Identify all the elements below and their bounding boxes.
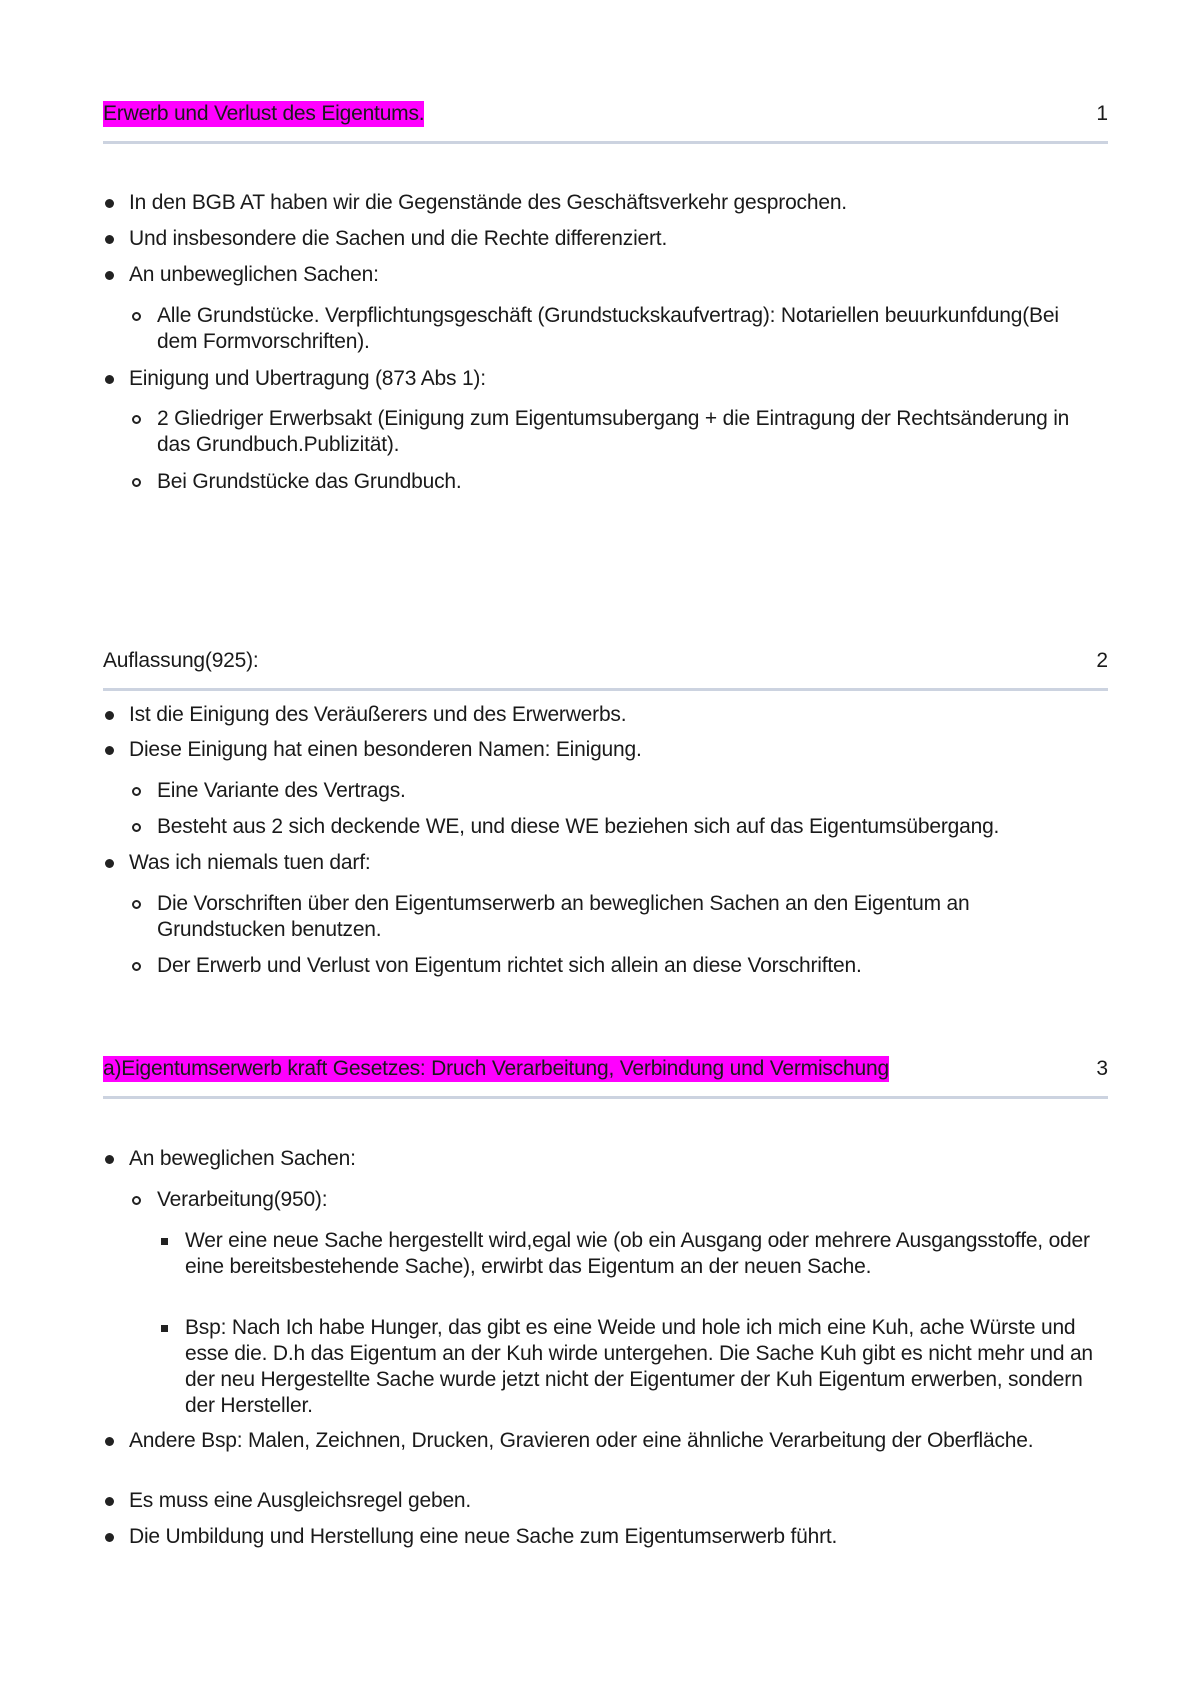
list-item: Bsp: Nach Ich habe Hunger, das gibt es eine Weide und hole ich mich eine Kuh, ache Würste und esse die. D.h das Eigentum an der Kuh wirde untergehen. Die Sache Kuh gibt es nicht mehr und an der neu Hergestellte Sache wurde jetzt nicht der Eigentumer der Kuh Eigentum erwerben, sondern der Hersteller. <box>185 1315 1105 1419</box>
bullet-square-icon <box>161 1325 168 1332</box>
bullet-disc-icon <box>105 375 114 384</box>
section-2-header <box>103 648 1108 691</box>
section-3-header <box>103 1056 1108 1099</box>
list-item: An unbeweglichen Sachen: <box>129 262 1089 288</box>
list-item: Eine Variante des Vertrags. <box>157 778 1087 804</box>
list-item: Die Vorschriften über den Eigentumserwerb an beweglichen Sachen an den Eigentum an Grundstucken benutzen. <box>157 891 1087 943</box>
bullet-circle-icon <box>132 962 141 971</box>
bullet-disc-icon <box>105 271 114 280</box>
list-item: Ist die Einigung des Veräußerers und des Erwerwerbs. <box>129 702 1089 728</box>
bullet-circle-icon <box>132 312 141 321</box>
bullet-square-icon <box>161 1238 168 1245</box>
bullet-disc-icon <box>105 235 114 244</box>
section-3-title: a)Eigentumserwerb kraft Gesetzes: Druch Verarbeitung, Verbindung und Vermischung <box>103 1057 889 1080</box>
section-1-number: 1 <box>1096 102 1108 125</box>
bullet-circle-icon <box>132 478 141 487</box>
bullet-circle-icon <box>132 787 141 796</box>
bullet-disc-icon <box>105 711 114 720</box>
list-item: Die Umbildung und Herstellung eine neue Sache zum Eigentumserwerb führt. <box>129 1524 1089 1550</box>
bullet-circle-icon <box>132 415 141 424</box>
section-2 <box>103 648 1108 977</box>
list-item: Alle Grundstücke. Verpflichtungsgeschäft (Grundstuckskaufvertrag): Notariellen beuurkunfdung(Bei dem Formvorschriften). <box>157 303 1087 355</box>
list-item: Diese Einigung hat einen besonderen Namen: Einigung. <box>129 737 1089 763</box>
list-item: Was ich niemals tuen darf: <box>129 850 1089 876</box>
list-item: An beweglichen Sachen: <box>129 1146 1089 1172</box>
bullet-disc-icon <box>105 1533 114 1542</box>
list-item: Bei Grundstücke das Grundbuch. <box>157 469 1087 495</box>
list-item: 2 Gliedriger Erwerbsakt (Einigung zum Eigentumsubergang + die Eintragung der Rechtsänderung in das Grundbuch.Publizität). <box>157 406 1087 458</box>
section-3-number: 3 <box>1096 1057 1108 1080</box>
bullet-circle-icon <box>132 823 141 832</box>
list-item: In den BGB AT haben wir die Gegenstände des Geschäftsverkehr gesprochen. <box>129 190 1089 216</box>
bullet-disc-icon <box>105 199 114 208</box>
section-1-title: Erwerb und Verlust des Eigentums. <box>103 102 425 125</box>
list-item: Und insbesondere die Sachen und die Rechte differenziert. <box>129 226 1089 252</box>
section-2-number: 2 <box>1096 649 1108 672</box>
bullet-disc-icon <box>105 1497 114 1506</box>
bullet-disc-icon <box>105 746 114 755</box>
bullet-circle-icon <box>132 900 141 909</box>
bullet-disc-icon <box>105 859 114 868</box>
section-1 <box>103 101 1108 493</box>
bullet-disc-icon <box>105 1437 114 1446</box>
list-item: Andere Bsp: Malen, Zeichnen, Drucken, Gravieren oder eine ähnliche Verarbeitung der Oberfläche. <box>129 1428 1089 1454</box>
list-item: Es muss eine Ausgleichsregel geben. <box>129 1488 1089 1514</box>
section-2-title: Auflassung(925): <box>103 649 259 672</box>
list-item: Verarbeitung(950): <box>157 1187 1087 1213</box>
bullet-disc-icon <box>105 1155 114 1164</box>
list-item: Besteht aus 2 sich deckende WE, und diese WE beziehen sich auf das Eigentumsübergang. <box>157 814 1087 840</box>
section-3 <box>103 1056 1108 1548</box>
section-1-header <box>103 101 1108 144</box>
bullet-circle-icon <box>132 1196 141 1205</box>
list-item: Der Erwerb und Verlust von Eigentum richtet sich allein an diese Vorschriften. <box>157 953 1087 979</box>
list-item: Wer eine neue Sache hergestellt wird,egal wie (ob ein Ausgang oder mehrere Ausgangsstoffe, oder eine bereitsbestehende Sache), erwirbt das Eigentum an der neuen Sache. <box>185 1228 1105 1280</box>
list-item: Einigung und Ubertragung (873 Abs 1): <box>129 366 1089 392</box>
